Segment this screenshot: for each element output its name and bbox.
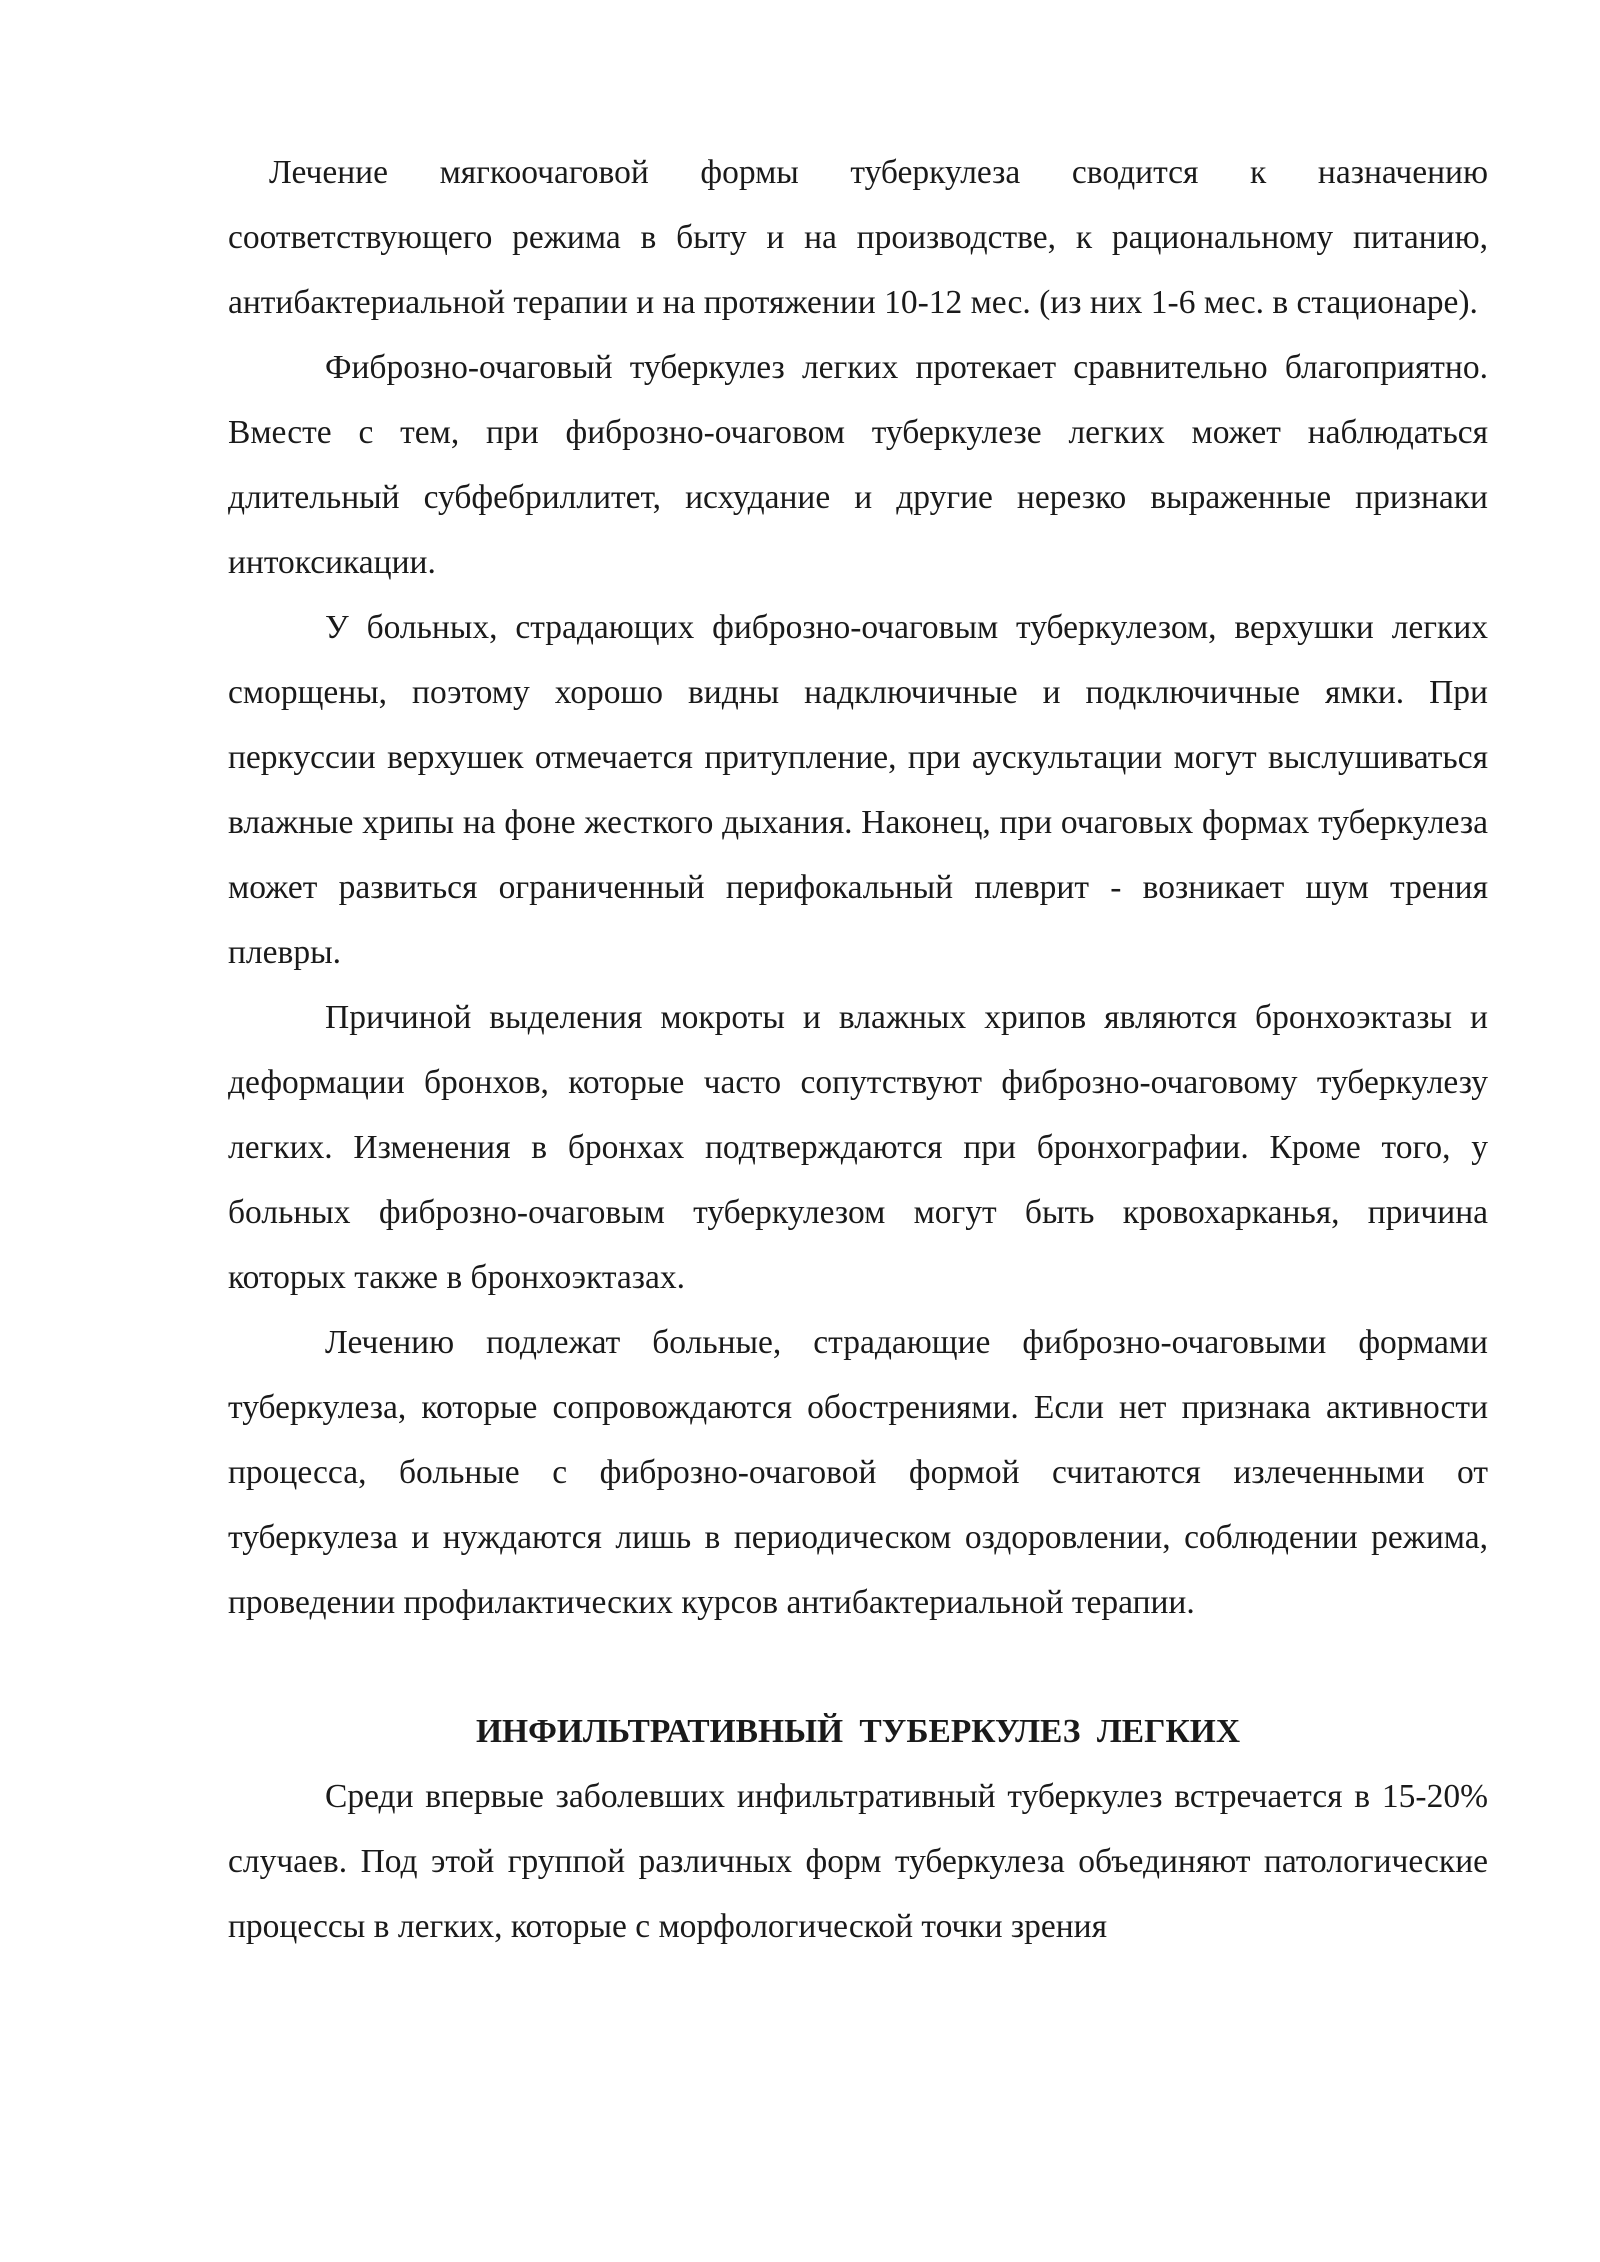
paragraph: Среди впервые заболевших инфильтративный туберкулез встречается в 15-20% случаев. Под этой группой различных форм туберкулеза объединяют патологические процессы в легких, которые с морфологической точки зрения	[228, 1778, 1488, 1945]
paragraph: Лечению подлежат больные, страдающие фиброзно-очаговыми формами туберкулеза, которые сопровождаются обострениями. Если нет признака активности процесса, больные с фиброзно-очаговой формой считаются излеченными от туберкулеза и нуждаются лишь в периодическом оздоровлении, соблюдении режима, проведении профилактических курсов антибактериальной терапии.	[228, 1324, 1488, 1621]
paragraph: Лечение мягкоочаговой формы туберкулеза сводится к назначению соответствующего режима в быту и на производстве, к рациональному питанию, антибактериальной терапии и на протяжении 10-12 мес. (из них 1-6 мес. в стационаре).	[228, 154, 1488, 321]
paragraph: Фиброзно-очаговый туберкулез легких протекает сравнительно благоприятно. Вместе с тем, при фиброзно-очаговом туберкулезе легких может наблюдаться длительный субфебриллитет, исхудание и другие нерезко выраженные признаки интоксикации.	[228, 349, 1488, 581]
section-heading: ИНФИЛЬТРАТИВНЫЙ ТУБЕРКУЛЕЗ ЛЕГКИХ	[475, 1713, 1241, 1750]
paragraph: Причиной выделения мокроты и влажных хрипов являются бронхоэктазы и деформации бронхов, которые часто сопутствуют фиброзно-очаговому туберкулезу легких. Изменения в бронхах подтверждаются при бронхографии. Кроме того, у больных фиброзно-очаговым туберкулезом могут быть кровохарканья, причина которых также в бронхоэктазах.	[228, 999, 1488, 1296]
document-page	[228, 140, 1488, 1959]
paragraph: У больных, страдающих фиброзно-очаговым туберкулезом, верхушки легких сморщены, поэтому хорошо видны надключичные и подключичные ямки. При перкуссии верхушек отмечается притупление, при аускультации могут выслушиваться влажные хрипы на фоне жесткого дыхания. Наконец, при очаговых формах туберкулеза может развиться ограниченный перифокальный плеврит - возникает шум трения плевры.	[228, 609, 1488, 971]
